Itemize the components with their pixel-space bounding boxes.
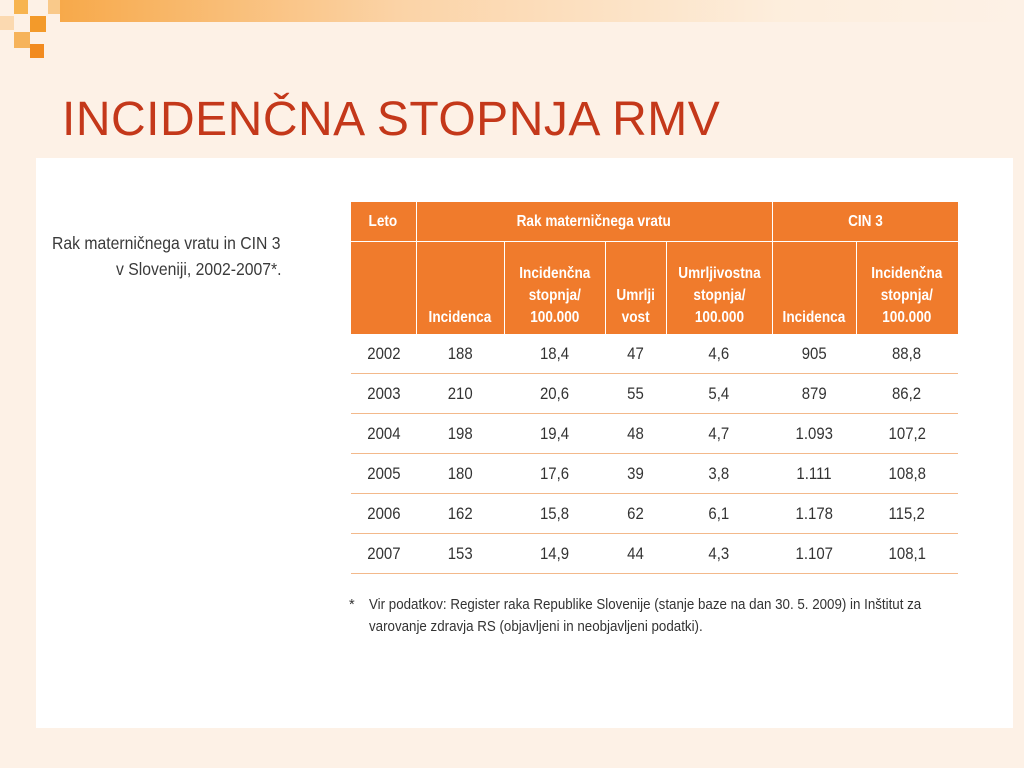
header-cin-incidence: Incidenca [772,242,856,335]
table-header-group-row [351,202,958,242]
cell-incidence-rate: 18,4 [504,334,605,374]
cell-incidence: 153 [416,534,504,574]
cell-incidence-rate: 17,6 [504,454,605,494]
cell-mortality-rate: 4,3 [666,534,772,574]
cell-incidence: 188 [416,334,504,374]
cell-cin-rate: 108,8 [856,454,958,494]
cell-year: 2002 [351,334,416,374]
cell-cin-rate: 86,2 [856,374,958,414]
decorative-square [0,16,14,30]
header-cervical-cancer: Rak materničnega vratu [416,202,772,242]
cell-mortality-rate: 6,1 [666,494,772,534]
cell-mortality-rate: 4,6 [666,334,772,374]
cell-year: 2006 [351,494,416,534]
cell-incidence: 180 [416,454,504,494]
source-footnote [349,594,969,638]
cell-deaths: 39 [605,454,666,494]
cell-incidence-rate: 15,8 [504,494,605,534]
decorative-square [14,32,30,48]
caption-line-1: Rak materničnega vratu in CIN 3 [52,233,281,253]
slide-title: INCIDENČNA STOPNJA RMV [62,93,721,146]
header-incidence: Incidenca [416,242,504,335]
header-mortality-rate: Umrljivostna stopnja/ 100.000 [666,242,772,335]
cell-cin-incidence: 1.178 [772,494,856,534]
table-row [351,414,958,454]
cell-cin-incidence: 879 [772,374,856,414]
header-cin3: CIN 3 [772,202,958,242]
table-row [351,494,958,534]
table-row [351,454,958,494]
cell-year: 2003 [351,374,416,414]
table-body [351,334,958,574]
caption-line-2: v Sloveniji, 2002-2007*. [116,259,282,279]
header-deaths: Umrlji vost [605,242,666,335]
footnote-line-2: varovanje zdravja RS (objavljeni in neobjavljeni podatki). [369,619,703,635]
cell-incidence: 198 [416,414,504,454]
cell-cin-rate: 108,1 [856,534,958,574]
table-caption [52,230,282,282]
table-row [351,534,958,574]
header-year-empty [351,242,416,335]
cell-incidence-rate: 20,6 [504,374,605,414]
incidence-table [351,202,958,574]
cell-mortality-rate: 5,4 [666,374,772,414]
decorative-square [14,0,28,14]
cell-deaths: 48 [605,414,666,454]
cell-deaths: 62 [605,494,666,534]
cell-mortality-rate: 4,7 [666,414,772,454]
decorative-square [30,44,44,58]
header-year: Leto [351,202,416,242]
cell-incidence: 162 [416,494,504,534]
cell-year: 2005 [351,454,416,494]
header-cin-rate: Incidenčna stopnja/ 100.000 [856,242,958,335]
header-incidence-rate: Incidenčna stopnja/ 100.000 [504,242,605,335]
footnote-marker: * [349,597,355,613]
cell-cin-rate: 107,2 [856,414,958,454]
cell-cin-rate: 88,8 [856,334,958,374]
cell-year: 2004 [351,414,416,454]
cell-cin-incidence: 1.111 [772,454,856,494]
decorative-square [48,0,60,14]
cell-incidence-rate: 19,4 [504,414,605,454]
cell-deaths: 55 [605,374,666,414]
cell-incidence: 210 [416,374,504,414]
cell-cin-rate: 115,2 [856,494,958,534]
table-header-sub-row [351,242,958,335]
table-row [351,334,958,374]
decorative-square [30,16,46,32]
cell-incidence-rate: 14,9 [504,534,605,574]
cell-cin-incidence: 1.107 [772,534,856,574]
content-panel [36,158,1013,728]
cell-cin-incidence: 1.093 [772,414,856,454]
footnote-line-1: Vir podatkov: Register raka Republike Slovenije (stanje baze na dan 30. 5. 2009) in Inštitut za [369,597,922,613]
cell-mortality-rate: 3,8 [666,454,772,494]
cell-year: 2007 [351,534,416,574]
decorative-top-bar [60,0,1024,22]
cell-cin-incidence: 905 [772,334,856,374]
table-row [351,374,958,414]
cell-deaths: 47 [605,334,666,374]
cell-deaths: 44 [605,534,666,574]
